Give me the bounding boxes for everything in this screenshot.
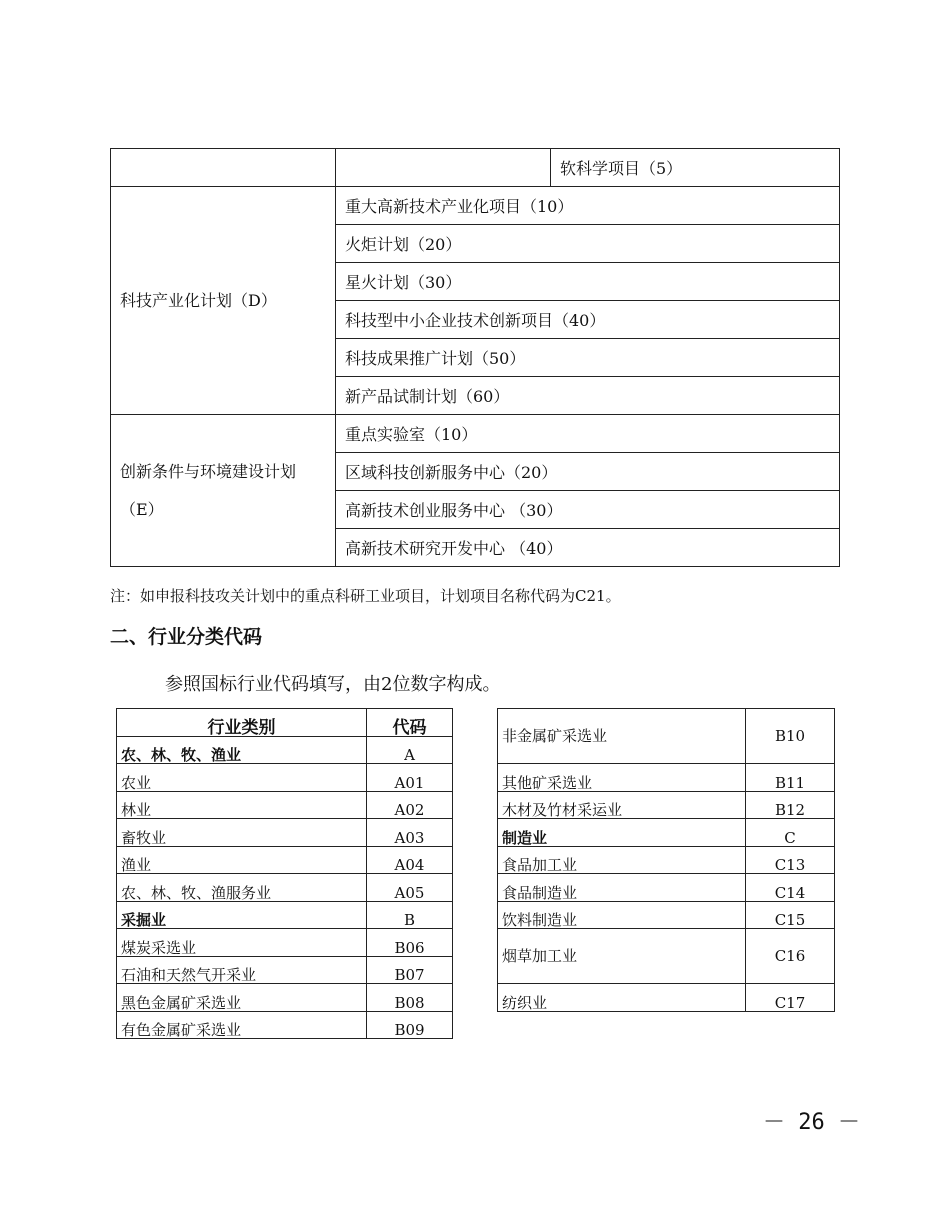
industry-row xyxy=(117,819,453,847)
industry-row xyxy=(498,791,835,819)
industry-left-body xyxy=(117,709,453,1039)
industry-code-cell: A05 xyxy=(367,874,453,902)
plan-row xyxy=(111,187,840,225)
table-note: 注：如申报科技攻关计划中的重点科研工业项目，计划项目名称代码为C21。 xyxy=(110,587,621,605)
header-industry-category: 行业类别 xyxy=(117,709,367,737)
plan-item-cell: 重点实验室（10） xyxy=(336,415,840,453)
industry-row xyxy=(498,764,835,792)
empty-cell xyxy=(336,149,551,187)
industry-row xyxy=(498,874,835,902)
plan-item-cell: 重大高新技术产业化项目（10） xyxy=(336,187,840,225)
industry-header-row xyxy=(117,709,453,737)
plan-item-cell: 科技成果推广计划（50） xyxy=(336,339,840,377)
industry-name-cell: 煤炭采选业 xyxy=(117,929,367,957)
plan-item-cell: 火炬计划（20） xyxy=(336,225,840,263)
industry-row xyxy=(117,846,453,874)
industry-name-cell: 饮料制造业 xyxy=(498,901,746,929)
industry-row xyxy=(498,709,835,764)
industry-code-cell: A01 xyxy=(367,764,453,792)
plan-category-table xyxy=(110,148,840,567)
industry-code-cell: C15 xyxy=(746,901,835,929)
industry-code-table-left xyxy=(116,708,453,1039)
industry-row xyxy=(498,929,835,984)
plan-item-cell: 高新技术研究开发中心 （40） xyxy=(336,529,840,567)
industry-name-cell: 纺织业 xyxy=(498,984,746,1012)
industry-code-cell: B08 xyxy=(367,984,453,1012)
industry-row xyxy=(117,736,453,764)
industry-row xyxy=(498,819,835,847)
industry-code-cell: A xyxy=(367,736,453,764)
plan-category-body xyxy=(111,149,840,567)
industry-row xyxy=(117,929,453,957)
industry-name-cell: 渔业 xyxy=(117,846,367,874)
plan-row xyxy=(111,415,840,453)
page-number: － 26 － xyxy=(763,1110,860,1135)
industry-row xyxy=(498,846,835,874)
industry-name-cell: 农业 xyxy=(117,764,367,792)
industry-row xyxy=(117,1011,453,1039)
industry-code-cell: B xyxy=(367,901,453,929)
industry-code-cell: A03 xyxy=(367,819,453,847)
industry-name-cell: 其他矿采选业 xyxy=(498,764,746,792)
industry-name-cell: 烟草加工业 xyxy=(498,929,746,984)
industry-name-cell: 木材及竹材采运业 xyxy=(498,791,746,819)
industry-code-cell: C13 xyxy=(746,846,835,874)
section-intro: 参照国标行业代码填写，由2位数字构成。 xyxy=(165,674,501,695)
industry-code-cell: C17 xyxy=(746,984,835,1012)
industry-code-cell: C14 xyxy=(746,874,835,902)
plan-category-cell: 科技产业化计划（D） xyxy=(111,187,336,415)
industry-row xyxy=(117,874,453,902)
industry-code-cell: C xyxy=(746,819,835,847)
plan-item-cell: 高新技术创业服务中心 （30） xyxy=(336,491,840,529)
industry-row xyxy=(117,984,453,1012)
industry-code-cell: B09 xyxy=(367,1011,453,1039)
industry-name-cell: 食品加工业 xyxy=(498,846,746,874)
industry-name-cell: 石油和天然气开采业 xyxy=(117,956,367,984)
industry-name-cell: 农、林、牧、渔服务业 xyxy=(117,874,367,902)
industry-code-cell: B11 xyxy=(746,764,835,792)
industry-code-cell: A04 xyxy=(367,846,453,874)
industry-code-cell: B07 xyxy=(367,956,453,984)
industry-name-cell: 黑色金属矿采选业 xyxy=(117,984,367,1012)
industry-code-table-right xyxy=(497,708,835,1012)
industry-name-cell: 非金属矿采选业 xyxy=(498,709,746,764)
plan-item-cell: 新产品试制计划（60） xyxy=(336,377,840,415)
industry-name-cell: 林业 xyxy=(117,791,367,819)
industry-row xyxy=(117,956,453,984)
header-code: 代码 xyxy=(367,709,453,737)
plan-item-cell: 科技型中小企业技术创新项目（40） xyxy=(336,301,840,339)
empty-cell xyxy=(111,149,336,187)
industry-row xyxy=(117,791,453,819)
plan-item-cell: 星火计划（30） xyxy=(336,263,840,301)
industry-row xyxy=(117,764,453,792)
industry-name-cell: 畜牧业 xyxy=(117,819,367,847)
industry-code-cell: B10 xyxy=(746,709,835,764)
industry-name-cell: 食品制造业 xyxy=(498,874,746,902)
section-heading: 二、行业分类代码 xyxy=(110,626,263,648)
plan-category-cell: 创新条件与环境建设计划（E） xyxy=(111,415,336,567)
plan-item-cell: 区域科技创新服务中心（20） xyxy=(336,453,840,491)
plan-item-soft-science: 软科学项目（5） xyxy=(551,149,840,187)
industry-code-cell: B06 xyxy=(367,929,453,957)
industry-name-cell: 有色金属矿采选业 xyxy=(117,1011,367,1039)
industry-code-cell: B12 xyxy=(746,791,835,819)
industry-code-cell: A02 xyxy=(367,791,453,819)
industry-name-cell: 采掘业 xyxy=(117,901,367,929)
industry-name-cell: 制造业 xyxy=(498,819,746,847)
plan-row-top xyxy=(111,149,840,187)
industry-row xyxy=(498,984,835,1012)
industry-row xyxy=(117,901,453,929)
industry-row xyxy=(498,901,835,929)
industry-code-cell: C16 xyxy=(746,929,835,984)
industry-name-cell: 农、林、牧、渔业 xyxy=(117,736,367,764)
industry-right-body xyxy=(498,709,835,1012)
